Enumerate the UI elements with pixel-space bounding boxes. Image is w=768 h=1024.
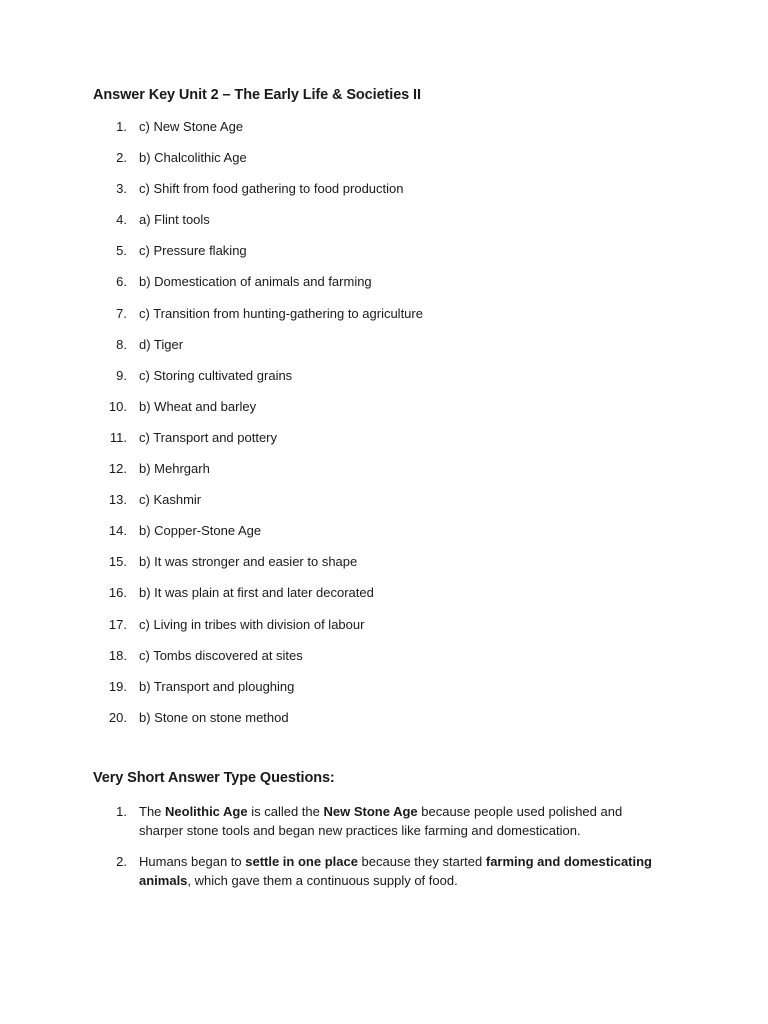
answer-item xyxy=(0,273,768,304)
answer-text: c) Kashmir xyxy=(139,492,202,508)
answer-text: b) Wheat and barley xyxy=(139,398,257,414)
answer-text: c) Storing cultivated grains xyxy=(139,367,293,383)
answer-item xyxy=(0,398,768,429)
answer-number: 10. xyxy=(108,398,127,414)
answer-number: 7. xyxy=(116,305,127,321)
answer-text: c) Transition from hunting-gathering to agriculture xyxy=(139,305,423,321)
answer-text: b) It was stronger and easier to shape xyxy=(139,554,358,570)
short-answer-number: 1. xyxy=(116,804,127,819)
answer-item xyxy=(0,709,768,740)
answer-text: c) New Stone Age xyxy=(139,119,244,134)
answer-item xyxy=(0,491,768,522)
answer-item xyxy=(0,522,768,553)
short-answer-item xyxy=(0,802,768,840)
emphasized-term: farming and domesticating animals xyxy=(139,854,652,888)
emphasized-term: New Stone Age xyxy=(323,804,418,819)
answer-text: c) Pressure flaking xyxy=(139,243,247,259)
answer-item xyxy=(0,616,768,647)
answer-text: b) Copper-Stone Age xyxy=(139,523,262,539)
answer-number: 14. xyxy=(108,523,127,539)
short-answer-number: 2. xyxy=(116,854,127,869)
page-title: Answer Key Unit 2 – The Early Life & Societies II xyxy=(93,87,421,103)
answer-number: 19. xyxy=(108,678,127,694)
answer-item xyxy=(0,460,768,491)
answer-text: c) Tombs discovered at sites xyxy=(139,647,303,663)
answer-text: b) Stone on stone method xyxy=(139,709,289,725)
short-answer-list xyxy=(0,802,768,902)
answer-text: b) Chalcolithic Age xyxy=(139,150,247,166)
answer-text: b) Domestication of animals and farming xyxy=(139,274,372,290)
answer-text: c) Living in tribes with division of labour xyxy=(139,616,365,632)
section-heading: Very Short Answer Type Questions: xyxy=(93,770,335,786)
answer-number: 9. xyxy=(116,367,127,383)
answer-item xyxy=(0,367,768,398)
emphasized-term: Neolithic Age xyxy=(165,804,248,819)
answer-number: 5. xyxy=(116,243,127,259)
answer-number: 17. xyxy=(108,616,127,632)
answer-item xyxy=(0,149,768,180)
answer-text-segment: The xyxy=(139,804,166,819)
answer-item xyxy=(0,180,768,211)
answer-number: 20. xyxy=(108,709,127,725)
answer-text: a) Flint tools xyxy=(139,212,210,228)
answer-text-segment: is called the xyxy=(247,804,324,819)
answer-item xyxy=(0,429,768,460)
answer-number: 3. xyxy=(116,181,127,197)
answer-item xyxy=(0,305,768,336)
answer-item xyxy=(0,553,768,584)
answer-number: 11. xyxy=(109,429,127,445)
answer-item xyxy=(0,647,768,678)
answer-number: 18. xyxy=(108,647,127,663)
answer-number: 6. xyxy=(116,274,127,290)
answer-text: b) Transport and ploughing xyxy=(139,678,295,694)
answer-list xyxy=(0,118,768,740)
answer-number: 16. xyxy=(108,585,127,601)
short-answer-text xyxy=(139,802,664,840)
answer-text: b) Mehrgarh xyxy=(139,461,210,477)
answer-item xyxy=(0,118,768,149)
answer-number: 15. xyxy=(108,554,127,570)
answer-text-segment: because they started xyxy=(357,854,486,869)
emphasized-term: settle in one place xyxy=(245,854,358,869)
answer-text-segment: Humans began to xyxy=(139,854,246,869)
answer-item xyxy=(0,336,768,367)
answer-text: c) Shift from food gathering to food production xyxy=(139,181,404,197)
answer-text: c) Transport and pottery xyxy=(139,429,278,445)
answer-text-segment: , which gave them a continuous supply of food. xyxy=(187,873,458,888)
answer-item xyxy=(0,678,768,709)
answer-text: d) Tiger xyxy=(139,336,184,352)
answer-text-segment: because people used polished and sharper stone tools and began new practices like farming and domestication. xyxy=(139,804,623,838)
answer-number: 4. xyxy=(116,212,127,228)
short-answer-text xyxy=(139,852,664,890)
answer-number: 13. xyxy=(108,492,127,508)
answer-number: 12. xyxy=(108,461,127,477)
answer-number: 2. xyxy=(116,150,127,166)
answer-item xyxy=(0,211,768,242)
answer-item xyxy=(0,242,768,273)
answer-text: b) It was plain at first and later decorated xyxy=(139,585,374,601)
answer-number: 1. xyxy=(116,119,127,134)
short-answer-item xyxy=(0,852,768,890)
answer-number: 8. xyxy=(116,336,127,352)
answer-item xyxy=(0,584,768,615)
